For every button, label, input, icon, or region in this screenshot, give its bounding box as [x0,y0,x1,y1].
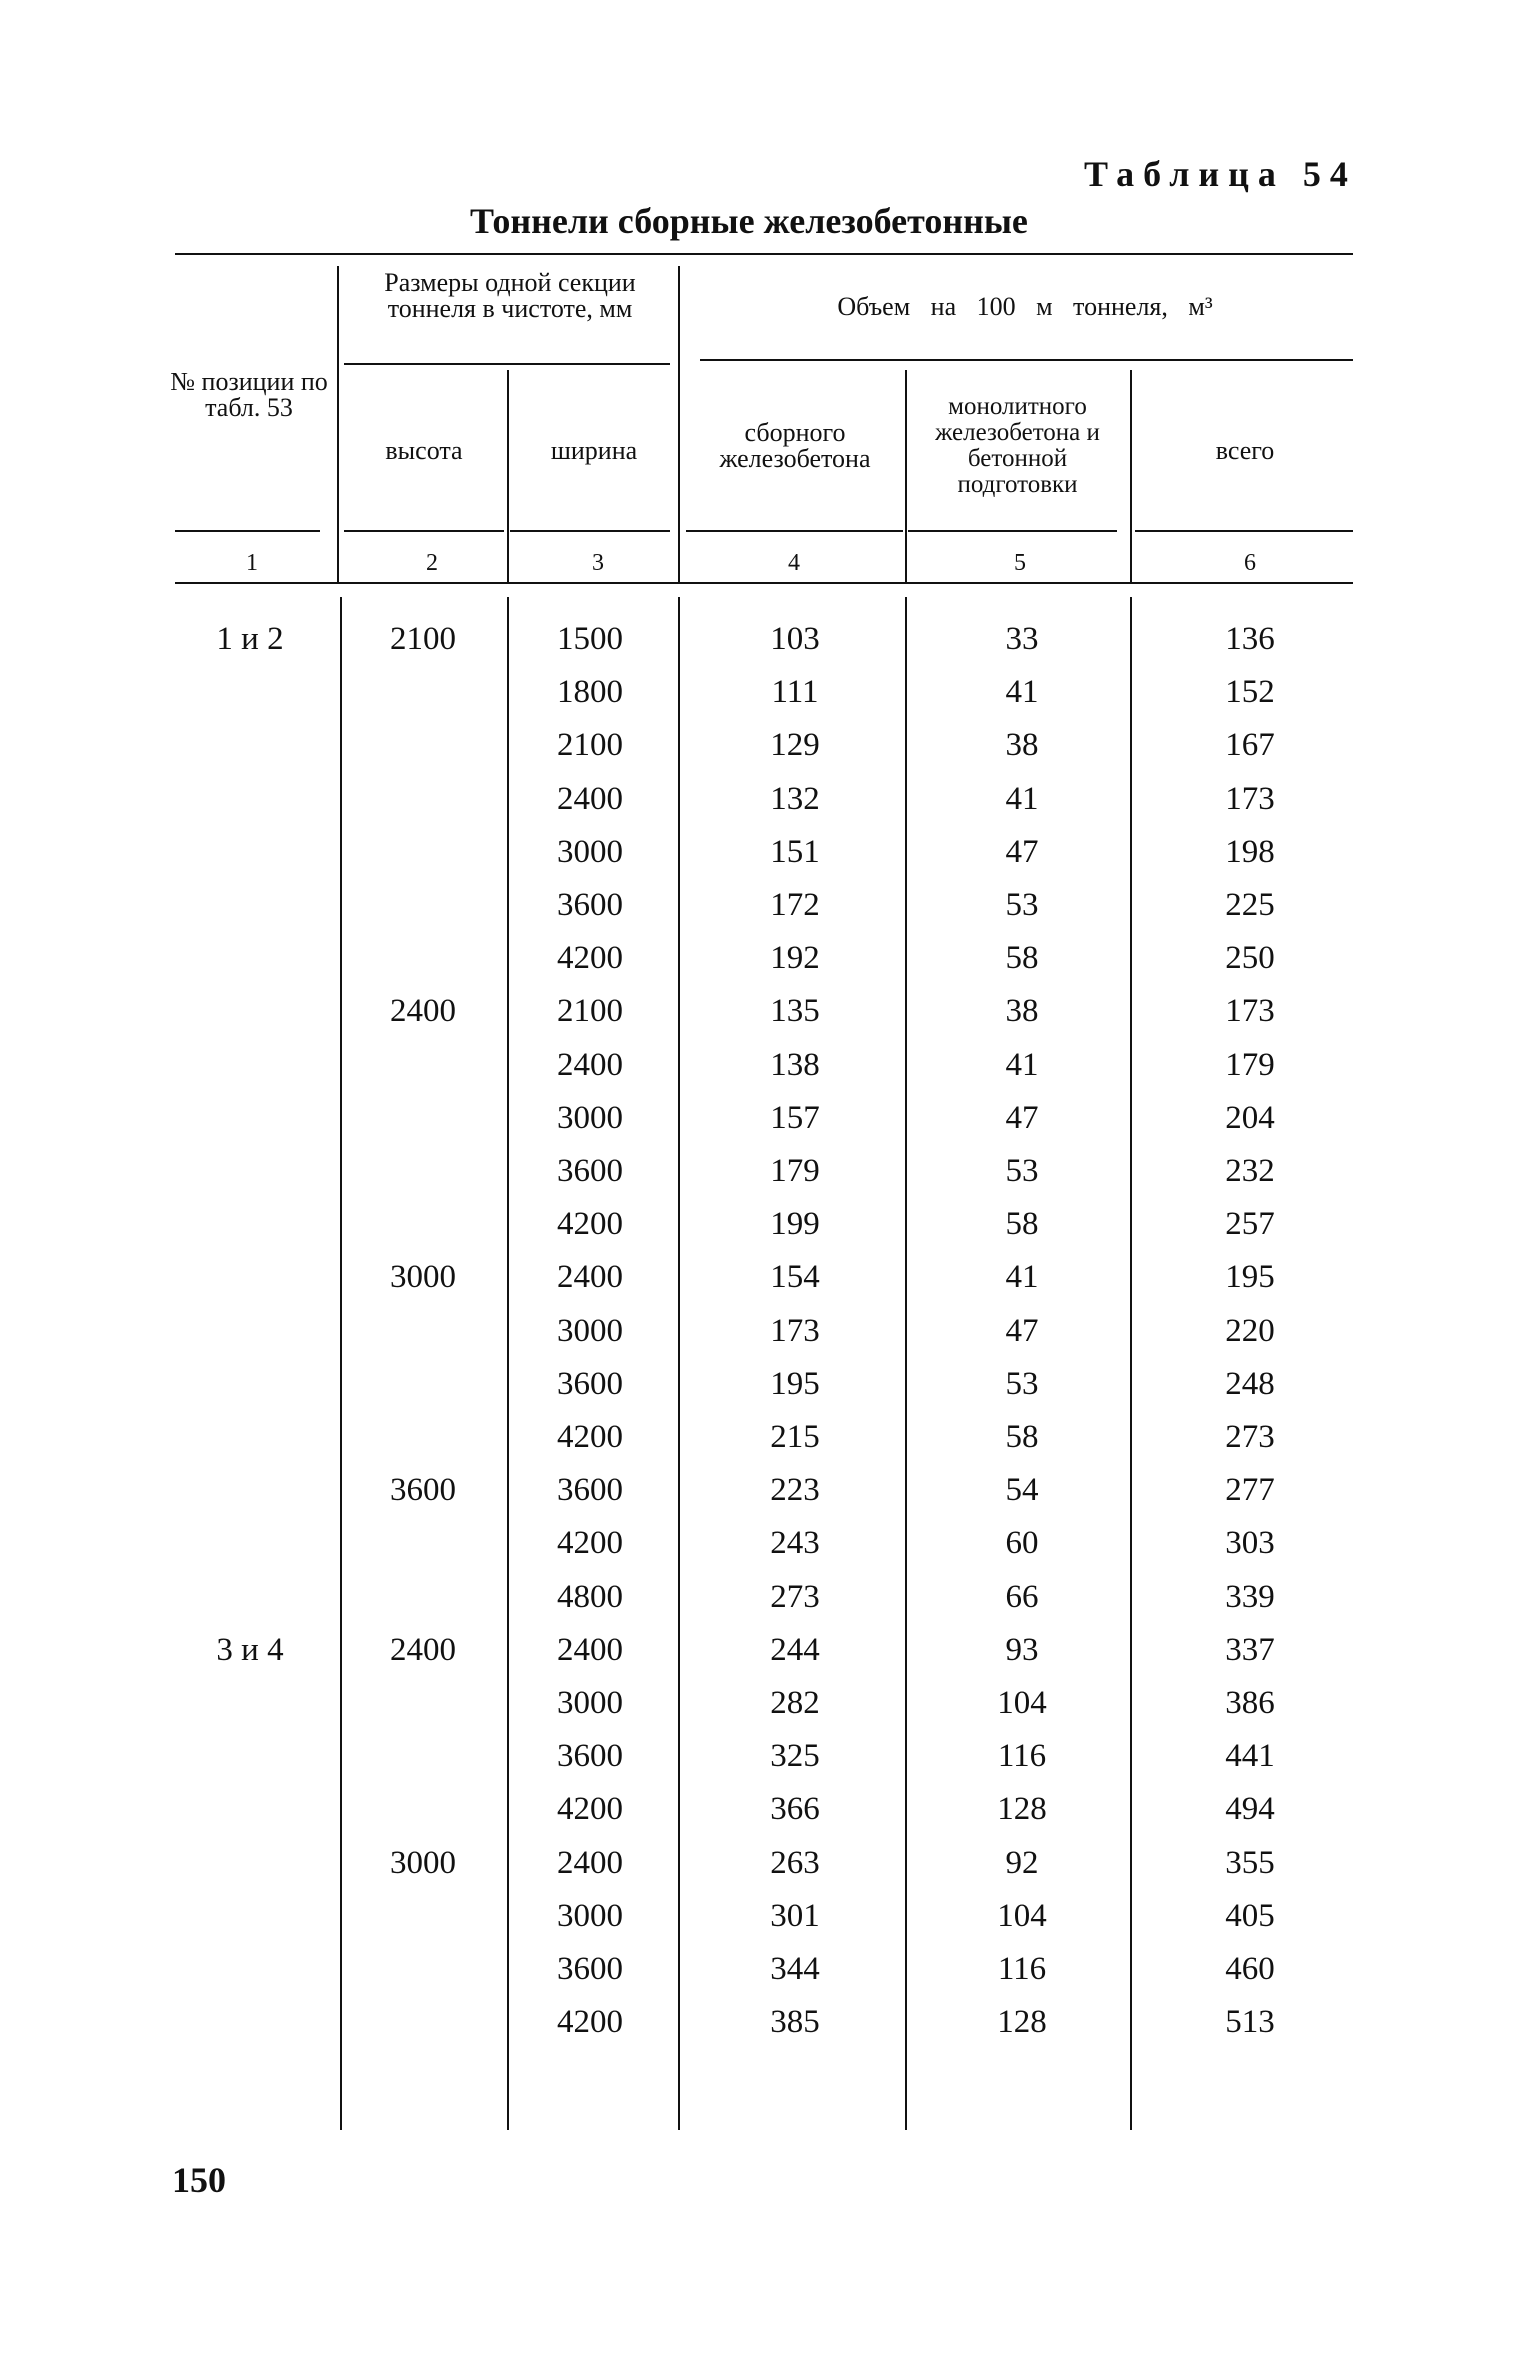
header-bottom-rule-6 [1135,530,1353,532]
header-bottom-rule-5 [908,530,1117,532]
cell-monolithic: 47 [1005,834,1039,870]
cell-precast: 195 [770,1366,820,1402]
cell-width: 1500 [557,621,623,657]
cell-precast: 366 [770,1791,820,1827]
cell-monolithic: 53 [1005,1366,1039,1402]
cell-width: 4200 [557,1525,623,1561]
col-2-divider [507,597,509,2130]
cell-total: 179 [1225,1047,1275,1083]
cell-total: 232 [1225,1153,1275,1189]
column-number-6: 6 [1244,550,1256,576]
cell-monolithic: 33 [1005,621,1039,657]
cell-height: 2400 [390,993,456,1029]
cell-width: 3000 [557,1100,623,1136]
cell-total: 173 [1225,993,1275,1029]
cell-monolithic: 47 [1005,1313,1039,1349]
cell-monolithic: 53 [1005,887,1039,923]
cell-monolithic: 41 [1005,781,1039,817]
cell-total: 273 [1225,1419,1275,1455]
cell-width: 4800 [557,1579,623,1615]
cell-precast: 301 [770,1898,820,1934]
cell-precast: 199 [770,1206,820,1242]
cell-total: 248 [1225,1366,1275,1402]
cell-precast: 138 [770,1047,820,1083]
cell-total: 257 [1225,1206,1275,1242]
cell-width: 3000 [557,834,623,870]
cell-total: 386 [1225,1685,1275,1721]
cell-monolithic: 92 [1005,1845,1039,1881]
cell-monolithic: 47 [1005,1100,1039,1136]
cell-precast: 385 [770,2004,820,2040]
cell-precast: 172 [770,887,820,923]
cell-monolithic: 116 [997,1951,1047,1987]
col-5-divider-header [1130,370,1132,582]
cell-width: 3000 [557,1685,623,1721]
cell-width: 3000 [557,1313,623,1349]
cell-width: 4200 [557,1206,623,1242]
table-title: Тоннели сборные железобетонные [470,201,1028,241]
cell-width: 4200 [557,1419,623,1455]
cell-position-group: 1 и 2 [216,621,284,657]
cell-monolithic: 41 [1005,1259,1039,1295]
cell-monolithic: 41 [1005,1047,1039,1083]
cell-monolithic: 58 [1005,940,1039,976]
cell-total: 198 [1225,834,1275,870]
cell-width: 2100 [557,727,623,763]
cell-width: 2400 [557,1632,623,1668]
cell-width: 3600 [557,1951,623,1987]
cell-precast: 215 [770,1419,820,1455]
cell-monolithic: 53 [1005,1153,1039,1189]
cell-position-group: 3 и 4 [216,1632,284,1668]
header-bottom-rule-4 [686,530,903,532]
column-number-4: 4 [788,550,800,576]
cell-total: 441 [1225,1738,1275,1774]
cell-height: 3000 [390,1845,456,1881]
col-2-divider-header [507,370,509,582]
cell-total: 195 [1225,1259,1275,1295]
col-4-divider-header [905,370,907,582]
cell-precast: 157 [770,1100,820,1136]
cell-total: 460 [1225,1951,1275,1987]
cell-monolithic: 104 [997,1898,1047,1934]
cell-precast: 135 [770,993,820,1029]
cell-height: 2100 [390,621,456,657]
header-bottom-rule-2 [344,530,504,532]
header-bottom-rule-1 [175,530,320,532]
header-bottom-rule-3 [510,530,670,532]
cell-monolithic: 128 [997,1791,1047,1827]
cell-monolithic: 60 [1005,1525,1039,1561]
col-1-divider-header [337,266,339,582]
cell-width: 4200 [557,2004,623,2040]
cell-height: 3600 [390,1472,456,1508]
cell-width: 3600 [557,1366,623,1402]
cell-monolithic: 58 [1005,1419,1039,1455]
cell-width: 3600 [557,1472,623,1508]
header-monolithic: монолитного железобетона и бетонной подготовки [935,393,1100,498]
col-3-divider-header [678,266,680,582]
cell-precast: 111 [771,674,819,710]
cell-width: 2400 [557,1259,623,1295]
table-label: Таблица 54 [1084,154,1357,194]
cell-total: 339 [1225,1579,1275,1615]
cell-total: 204 [1225,1100,1275,1136]
cell-width: 2100 [557,993,623,1029]
cell-monolithic: 38 [1005,993,1039,1029]
cell-precast: 129 [770,727,820,763]
size-group-underline [344,363,670,365]
cell-total: 225 [1225,887,1275,923]
cell-height: 2400 [390,1632,456,1668]
cell-total: 355 [1225,1845,1275,1881]
cell-total: 513 [1225,2004,1275,2040]
cell-monolithic: 66 [1005,1579,1039,1615]
cell-width: 2400 [557,781,623,817]
cell-precast: 151 [770,834,820,870]
cell-total: 220 [1225,1313,1275,1349]
cell-width: 3600 [557,1738,623,1774]
cell-total: 337 [1225,1632,1275,1668]
cell-total: 152 [1225,674,1275,710]
cell-precast: 344 [770,1951,820,1987]
col-1-divider [340,597,342,2130]
cell-monolithic: 128 [997,2004,1047,2040]
cell-total: 277 [1225,1472,1275,1508]
cell-width: 2400 [557,1845,623,1881]
cell-monolithic: 58 [1005,1206,1039,1242]
header-position: № позиции по табл. 53 [170,367,328,422]
col-3-divider [678,597,680,2130]
volume-group-underline [700,359,1353,361]
header-width: ширина [550,436,638,465]
cell-height: 3000 [390,1259,456,1295]
cell-monolithic: 93 [1005,1632,1039,1668]
header-volume-group: Объем на 100 м тоннеля, м³ [837,292,1213,321]
cell-width: 3600 [557,887,623,923]
cell-total: 405 [1225,1898,1275,1934]
cell-precast: 173 [770,1313,820,1349]
header-precast: сборного железобетона [719,418,871,473]
cell-width: 2400 [557,1047,623,1083]
cell-precast: 282 [770,1685,820,1721]
header-height: высота [385,436,463,465]
column-number-3: 3 [592,550,604,576]
cell-precast: 223 [770,1472,820,1508]
column-number-2: 2 [426,550,438,576]
cell-width: 1800 [557,674,623,710]
cell-total: 303 [1225,1525,1275,1561]
cell-total: 167 [1225,727,1275,763]
cell-total: 173 [1225,781,1275,817]
header-size-group: Размеры одной секции тоннеля в чистоте, мм [384,268,636,323]
page-number: 150 [172,2160,226,2200]
cell-width: 4200 [557,940,623,976]
cell-precast: 103 [770,621,820,657]
cell-monolithic: 41 [1005,674,1039,710]
cell-precast: 244 [770,1632,820,1668]
cell-monolithic: 54 [1005,1472,1039,1508]
cell-precast: 325 [770,1738,820,1774]
cell-monolithic: 116 [997,1738,1047,1774]
cell-precast: 243 [770,1525,820,1561]
cell-precast: 263 [770,1845,820,1881]
column-number-1: 1 [246,550,258,576]
table-top-rule [175,253,1353,255]
col-5-divider [1130,597,1132,2130]
column-number-5: 5 [1014,550,1026,576]
cell-total: 136 [1225,621,1275,657]
cell-monolithic: 104 [997,1685,1047,1721]
col-4-divider [905,597,907,2130]
cell-precast: 154 [770,1259,820,1295]
cell-width: 3600 [557,1153,623,1189]
cell-width: 4200 [557,1791,623,1827]
cell-total: 250 [1225,940,1275,976]
cell-precast: 273 [770,1579,820,1615]
column-numbers-rule [175,582,1353,584]
cell-precast: 132 [770,781,820,817]
cell-total: 494 [1225,1791,1275,1827]
cell-width: 3000 [557,1898,623,1934]
cell-precast: 192 [770,940,820,976]
cell-precast: 179 [770,1153,820,1189]
header-total: всего [1215,436,1275,465]
cell-monolithic: 38 [1005,727,1039,763]
